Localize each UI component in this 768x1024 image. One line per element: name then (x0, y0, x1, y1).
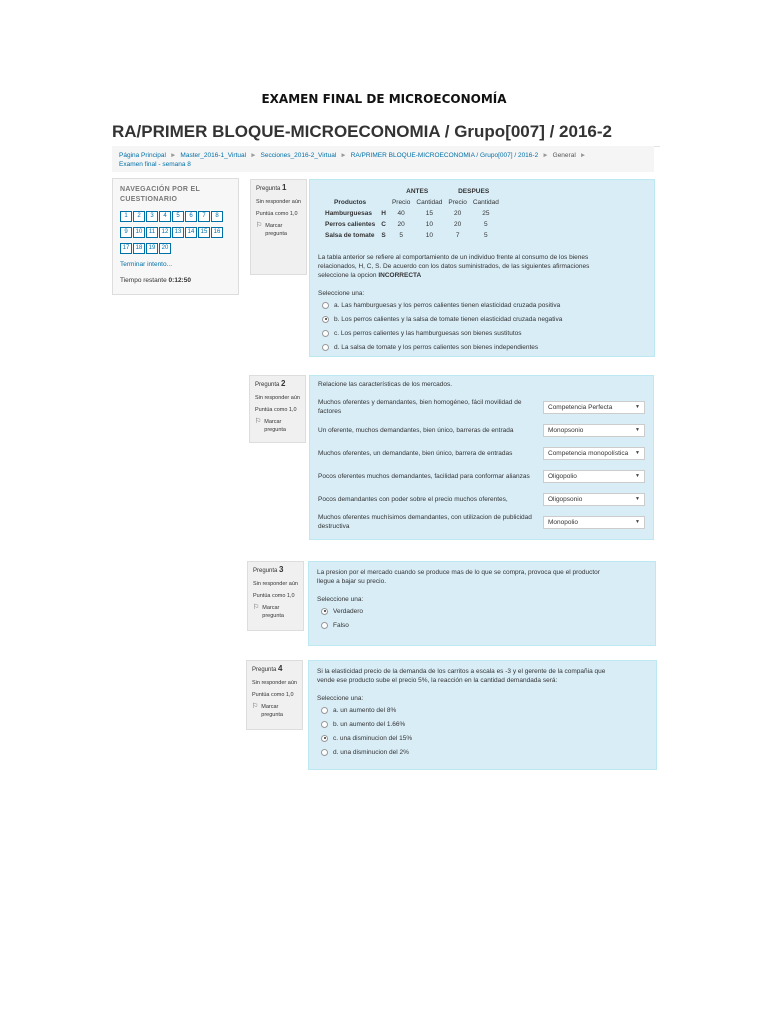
question-label: Pregunta (253, 568, 278, 574)
question-nav-button[interactable]: 3 (146, 211, 158, 222)
time-remaining-value: 0:12:50 (168, 277, 191, 284)
answer-option[interactable] (322, 326, 646, 340)
match-row (318, 443, 645, 463)
question-nav-button[interactable]: 2 (133, 211, 145, 222)
question-grade: Puntúa como 1,0 (252, 692, 294, 698)
question-text-line: seleccione la opcion (318, 272, 377, 279)
question-number (252, 665, 297, 674)
chevron-down-icon: ▼ (635, 403, 640, 410)
breadcrumb-exam[interactable]: Examen final - semana 8 (119, 161, 191, 168)
answer-option[interactable] (321, 731, 648, 745)
breadcrumb-separator: ► (340, 152, 347, 159)
match-label: Muchos oferentes y demandantes, bien homogéneo, fácil movilidad de factores (318, 399, 522, 415)
question-nav-button[interactable]: 20 (159, 243, 171, 254)
match-label: Muchos oferentes muchísimos demandantes, con utilizacion de publicidad destructiva (318, 514, 532, 530)
question-state: Sin responder aún (256, 199, 301, 205)
course-title: RA/PRIMER BLOQUE-MICROECONOMIA / Grupo[007] / 2016-2 (112, 122, 660, 147)
question-info-2 (249, 375, 306, 443)
document-title: EXAMEN FINAL DE MICROECONOMÍA (261, 92, 507, 106)
price-before: 40 (397, 210, 405, 217)
table-row (322, 219, 502, 230)
select-one-prompt: Seleccione una: (318, 290, 365, 297)
radio-button-selected[interactable] (321, 735, 328, 742)
question-text-line: Si la elasticidad precio de la demanda de los carritos a escala es -3 y el gerente de la compañia que (317, 668, 606, 675)
question-number-value: 2 (281, 379, 286, 388)
product-code: H (381, 210, 386, 217)
product-code: C (381, 221, 386, 228)
question-text (317, 667, 648, 685)
flag-label (265, 222, 287, 238)
flag-question[interactable] (253, 604, 298, 620)
table-cell (322, 186, 378, 197)
answer-label: b. Los perros calientes y la salsa de tomate tienen elasticidad cruzada negativa (334, 315, 563, 323)
breadcrumb (112, 146, 654, 172)
question-number-value: 1 (282, 183, 287, 192)
radio-button[interactable] (322, 344, 329, 351)
question-label: Pregunta (252, 667, 277, 673)
question-number (253, 566, 298, 575)
breadcrumb-course[interactable]: RA/PRIMER BLOQUE-MICROECONOMIA / Grupo[007] / 2016-2 (350, 152, 539, 159)
breadcrumb-separator: ► (250, 152, 257, 159)
qty-after: 25 (482, 210, 490, 217)
question-nav-button[interactable]: 11 (146, 227, 158, 238)
table-header-row (322, 186, 502, 197)
answer-label: b. un aumento del 1.66% (333, 720, 406, 728)
qty-before: 10 (425, 221, 433, 228)
flag-label-line2: pregunta (262, 613, 284, 619)
question-nav-button[interactable]: 13 (172, 227, 184, 238)
match-label: Muchos oferentes, un demandante, bien único, barrera de entradas (318, 449, 513, 457)
answer-label: a. Las hamburguesas y los perros calientes tienen elasticidad cruzada positiva (334, 301, 561, 309)
answer-option[interactable] (321, 745, 648, 759)
flag-label-line2: pregunta (265, 231, 287, 237)
question-button-grid (120, 211, 232, 259)
question-content-3 (308, 561, 656, 646)
match-select[interactable] (543, 516, 645, 529)
answer-option[interactable] (321, 703, 648, 717)
answer-option[interactable] (321, 604, 647, 618)
question-number (256, 184, 301, 193)
table-cell (378, 186, 389, 197)
col-products: Productos (334, 199, 367, 206)
match-select[interactable] (543, 424, 645, 437)
flag-question[interactable] (252, 703, 297, 719)
product-name: Hamburguesas (325, 210, 372, 217)
chevron-down-icon: ▼ (635, 518, 640, 525)
radio-button[interactable] (321, 707, 328, 714)
question-grade: Puntúa como 1,0 (255, 407, 297, 413)
quiz-navigation (112, 178, 239, 295)
answer-label: Verdadero (333, 607, 363, 615)
question-nav-button[interactable]: 18 (133, 243, 145, 254)
col-qty: Cantidad (416, 199, 443, 206)
question-content-2 (309, 375, 654, 540)
answer-label: d. La salsa de tomate y los perros calientes son bienes independientes (334, 343, 539, 351)
question-state: Sin responder aún (252, 680, 297, 686)
breadcrumb-separator: ► (169, 152, 177, 159)
table-row (322, 208, 502, 219)
question-info-1 (250, 179, 307, 275)
question-nav-button[interactable]: 10 (133, 227, 145, 238)
col-price: Precio (391, 199, 411, 206)
chevron-down-icon: ▼ (635, 472, 640, 479)
price-before: 5 (399, 232, 403, 239)
price-after: 20 (454, 210, 462, 217)
nav-title-line1: NAVEGACIÓN POR EL (120, 186, 201, 193)
breadcrumb-separator: ► (542, 152, 549, 159)
flag-question[interactable] (256, 222, 301, 238)
flag-label-line1: Marcar (261, 704, 279, 710)
col-price2: Precio (448, 199, 467, 206)
answer-option[interactable] (322, 298, 646, 312)
table-cell (378, 197, 389, 208)
flag-label-line2: pregunta (261, 712, 283, 718)
table-row (322, 230, 502, 241)
question-nav-button[interactable]: 7 (198, 211, 210, 222)
flag-label (262, 604, 284, 620)
question-nav-button[interactable]: 14 (185, 227, 197, 238)
match-select[interactable] (543, 470, 645, 483)
breadcrumb-separator: ► (579, 152, 587, 159)
breadcrumb-home[interactable]: Página Principal (119, 152, 166, 159)
question-text-line: relacionados, H, C, S. De acuerdo con los datos suministrados, de las siguientes afirmaciones (318, 263, 590, 270)
group-before: ANTES (406, 188, 429, 195)
match-label: Pocos oferentes muchos demandantes, facilidad para conformar alianzas (318, 472, 530, 480)
nav-title-line2: CUESTIONARIO (120, 196, 178, 203)
flag-label (261, 703, 283, 719)
flag-icon: ⚐ (256, 222, 263, 229)
chevron-down-icon: ▼ (635, 495, 640, 502)
radio-button[interactable] (322, 330, 329, 337)
breadcrumb-general[interactable]: General (552, 152, 576, 159)
flag-icon: ⚐ (255, 418, 262, 425)
radio-button-selected[interactable] (322, 316, 329, 323)
question-nav-button[interactable]: 8 (211, 211, 223, 222)
select-value: Monopolio (548, 518, 578, 526)
match-row (318, 512, 645, 532)
question-state: Sin responder aún (255, 395, 300, 401)
col-qty2: Cantidad (472, 199, 499, 206)
question-label: Pregunta (256, 186, 281, 192)
price-after: 20 (454, 221, 462, 228)
flag-label-line1: Marcar (264, 419, 282, 425)
group-after: DESPUES (458, 188, 490, 195)
answer-label: c. una disminucion del 15% (333, 734, 413, 742)
product-name: Perros calientes (325, 221, 376, 228)
question-text (317, 568, 647, 586)
table-header-row (322, 197, 502, 208)
answer-option[interactable] (322, 340, 646, 354)
breadcrumb-sections[interactable]: Secciones_2016-2_Virtual (260, 152, 337, 159)
radio-button-selected[interactable] (321, 608, 328, 615)
select-one-prompt: Seleccione una: (317, 695, 364, 702)
flag-question[interactable] (255, 418, 300, 434)
question-text-line: llegue a bajar su precio. (317, 578, 387, 585)
question-text-line: La tabla anterior se refiere al comportamiento de un individuo frente al consumo de los bienes (318, 254, 589, 261)
answer-option[interactable] (321, 717, 648, 731)
match-label: Un oferente, muchos demandantes, bien único, barreras de entrada (318, 426, 514, 434)
question-text-line: La presion por el mercado cuando se produce mas de lo que se compra, provoca que el productor (317, 569, 600, 576)
time-remaining-label: Tiempo restante (120, 277, 167, 284)
answer-label: d. una disminucion del 2% (333, 748, 409, 756)
price-before: 20 (397, 221, 405, 228)
question-nav-button[interactable]: 1 (120, 211, 132, 222)
question-info-4 (246, 660, 303, 730)
flag-label (264, 418, 286, 434)
question-nav-button[interactable]: 4 (159, 211, 171, 222)
answer-option[interactable] (322, 312, 646, 326)
select-value: Monopsonio (548, 426, 584, 434)
question-number-value: 3 (279, 565, 284, 574)
answer-label: c. Los perros calientes y las hamburguesas son bienes sustitutos (334, 329, 522, 337)
question-nav-button[interactable]: 17 (120, 243, 132, 254)
select-value: Oligopolio (548, 472, 577, 480)
question-text-line: vende ese producto sube el precio 5%, la reacción en la cantidad demandada será: (317, 677, 558, 684)
answer-label: Falso (333, 621, 349, 629)
match-label: Pocos demandantes con poder sobre el precio muchos oferentes, (318, 495, 508, 503)
product-code: S (381, 232, 386, 239)
match-row (318, 420, 645, 440)
question-text-emphasis: INCORRECTA (378, 272, 422, 279)
match-row (318, 466, 645, 486)
flag-label-line1: Marcar (265, 223, 283, 229)
radio-button[interactable] (321, 721, 328, 728)
match-select[interactable] (543, 493, 645, 506)
question-content-4 (308, 660, 657, 770)
products-table (322, 186, 502, 241)
price-after: 7 (455, 232, 460, 239)
flag-icon: ⚐ (253, 604, 260, 611)
radio-button[interactable] (322, 302, 329, 309)
question-nav-button[interactable]: 5 (172, 211, 184, 222)
question-text (318, 253, 646, 280)
answer-option[interactable] (321, 618, 647, 632)
question-number (255, 380, 300, 389)
radio-button[interactable] (321, 749, 328, 756)
match-row (318, 397, 645, 417)
question-info-3 (247, 561, 304, 631)
question-nav-button[interactable]: 19 (146, 243, 158, 254)
question-number-value: 4 (278, 664, 283, 673)
question-nav-button[interactable]: 12 (159, 227, 171, 238)
flag-label-line2: pregunta (264, 427, 286, 433)
question-content-1 (309, 179, 655, 357)
question-nav-button[interactable]: 6 (185, 211, 197, 222)
chevron-down-icon: ▼ (635, 426, 640, 433)
question-nav-button[interactable]: 16 (211, 227, 223, 238)
flag-label-line1: Marcar (262, 605, 280, 611)
select-value: Oligopsonio (548, 495, 583, 503)
product-name: Salsa de tomate (325, 232, 375, 239)
select-value: Competencia Perfecta (548, 403, 613, 411)
match-select[interactable] (543, 401, 645, 414)
answer-label: a. un aumento del 8% (333, 706, 397, 714)
match-row (318, 489, 645, 509)
flag-icon: ⚐ (252, 703, 259, 710)
qty-after: 5 (484, 232, 488, 239)
time-remaining (120, 277, 231, 284)
select-value: Competencia monopolística (548, 449, 629, 457)
radio-button[interactable] (321, 622, 328, 629)
question-grade: Puntúa como 1,0 (256, 211, 298, 217)
question-state: Sin responder aún (253, 581, 298, 587)
qty-before: 10 (425, 232, 433, 239)
finish-attempt-link[interactable]: Terminar intento... (120, 261, 173, 268)
question-prompt: Relacione las características de los mercados. (318, 381, 453, 388)
breadcrumb-master[interactable]: Master_2016-1_Virtual (180, 152, 247, 159)
chevron-down-icon: ▼ (635, 449, 640, 456)
match-select[interactable] (543, 447, 645, 460)
question-nav-button[interactable]: 15 (198, 227, 210, 238)
select-one-prompt: Seleccione una: (317, 596, 364, 603)
qty-before: 15 (425, 210, 433, 217)
question-grade: Puntúa como 1,0 (253, 593, 295, 599)
question-nav-button[interactable]: 9 (120, 227, 132, 238)
question-label: Pregunta (255, 382, 280, 388)
qty-after: 5 (484, 221, 488, 228)
quiz-navigation-title (120, 185, 231, 205)
